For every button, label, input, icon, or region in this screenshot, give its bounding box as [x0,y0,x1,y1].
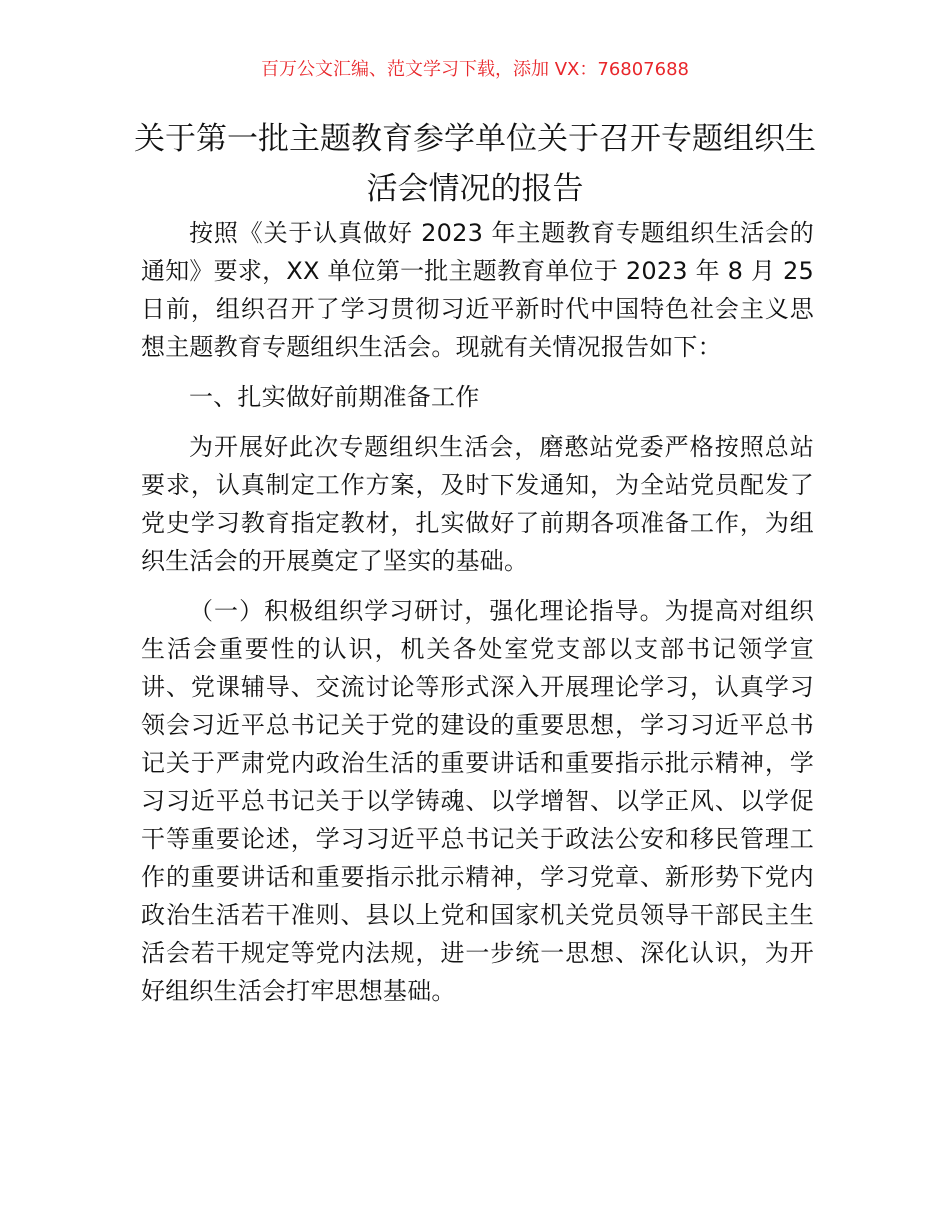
intro-paragraph: 按照《关于认真做好 2023 年主题教育专题组织生活会的通知》要求，XX 单位第一批主题教育单位于 2023 年 8 月 25 日前，组织召开了学习贯彻习近平新时代中国特色社会主义思想主题教育专题组织生活会。现就有关情况报告如下： [141,219,814,361]
document-body [141,214,814,1010]
header-banner: 百万公文汇编、范文学习下载，添加 VX：76807688 [261,59,689,80]
section-1-paragraph: 为开展好此次专题组织生活会，磨憨站党委严格按照总站要求，认真制定工作方案，及时下发通知，为全站党员配发了党史学习教育指定教材，扎实做好了前期各项准备工作，为组织生活会的开展奠定了坚实的基础。 [141,433,814,575]
document-title: 关于第一批主题教育参学单位关于召开专题组织生活会情况的报告 [134,121,816,207]
section-heading-1: 一、扎实做好前期准备工作 [189,383,480,411]
subsection-1-paragraph: （一）积极组织学习研讨，强化理论指导。为提高对组织生活会重要性的认识，机关各处室党支部以支部书记领学宣讲、党课辅导、交流讨论等形式深入开展理论学习，认真学习领会习近平总书记关于党的建设的重要思想，学习习近平总书记关于严肃党内政治生活的重要讲话和重要指示批示精神，学习习近平总书记关于以学铸魂、以学增智、以学正风、以学促干等重要论述，学习习近平总书记关于政法公安和移民管理工作的重要讲话和重要指示批示精神，学习党章、新形势下党内政治生活若干准则、县以上党和国家机关党员领导干部民主生活会若干规定等党内法规，进一步统一思想、深化认识，为开好组织生活会打牢思想基础。 [141,597,814,1005]
